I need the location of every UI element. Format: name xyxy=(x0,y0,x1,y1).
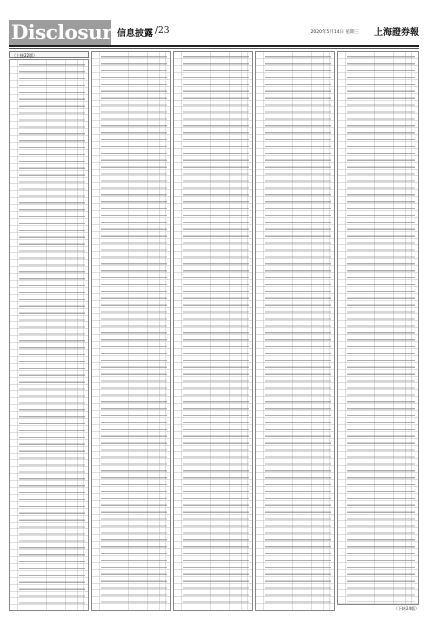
continued-label: （上接22版） xyxy=(9,51,89,58)
table-column-2 xyxy=(91,51,171,611)
table-column-5 xyxy=(337,51,419,611)
disclosure-table-area xyxy=(9,51,419,614)
fund-table-grid xyxy=(337,51,419,605)
issue-date: 2020年5月14日 星期三 xyxy=(310,30,359,35)
newspaper-name: 上海證券報 xyxy=(373,28,419,38)
section-title: 信息披露 xyxy=(117,29,154,39)
fund-table-grid xyxy=(9,59,89,611)
fund-table-grid xyxy=(255,51,335,611)
page-number: /23 xyxy=(155,26,170,36)
fund-table-grid xyxy=(91,51,171,611)
fund-table-grid xyxy=(173,51,253,611)
table-column-3 xyxy=(173,51,253,611)
header-rule xyxy=(9,45,419,47)
continued-next-label: （下转24版） xyxy=(393,606,419,611)
disclosure-masthead: Disclosure xyxy=(11,20,125,44)
table-column-1 xyxy=(9,51,89,611)
header-rule-thin xyxy=(9,48,419,49)
table-column-4 xyxy=(255,51,335,611)
page-header xyxy=(9,22,419,45)
